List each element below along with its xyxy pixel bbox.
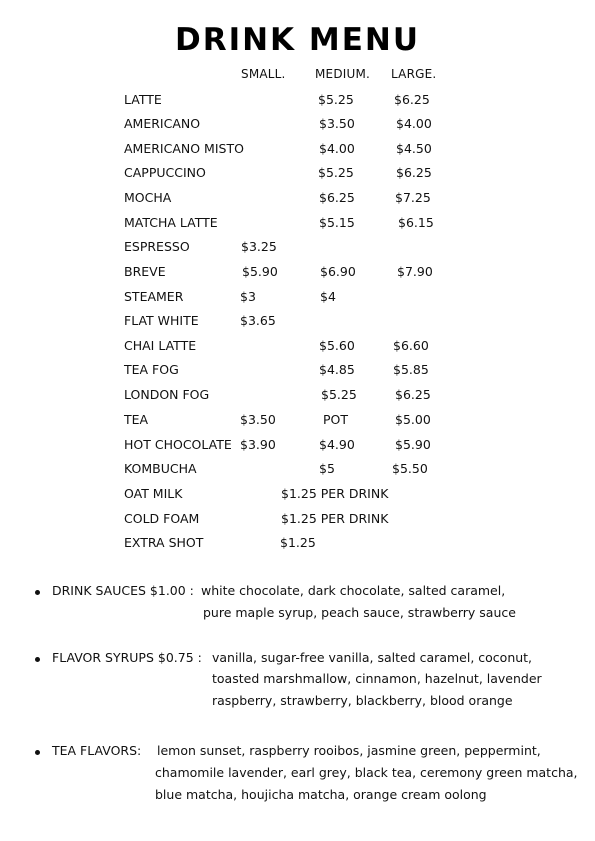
menu-row — [0, 141, 595, 161]
price-large: $4.50 — [396, 141, 432, 156]
price-medium: $5.25 — [318, 165, 354, 180]
price-small: $5.90 — [242, 264, 278, 279]
header-small: SMALL. — [241, 67, 286, 81]
price-medium: $5.25 — [321, 387, 357, 402]
price-large: $5.85 — [393, 362, 429, 377]
menu-row — [0, 190, 595, 210]
item-name: COLD FOAM — [124, 511, 200, 526]
price-medium: $5.60 — [319, 338, 355, 353]
menu-row — [0, 461, 595, 481]
price-large: $5.50 — [392, 461, 428, 476]
price-medium: $4.85 — [319, 362, 355, 377]
price-medium: POT — [323, 412, 349, 427]
price-small: $3.90 — [240, 437, 276, 452]
menu-row — [0, 387, 595, 407]
price-medium: $3.50 — [319, 116, 355, 131]
price-large: $6.25 — [395, 387, 431, 402]
tea-flavors-line: lemon sunset, raspberry rooibos, jasmine green, peppermint, — [157, 743, 541, 758]
menu-row — [0, 165, 595, 185]
item-name: EXTRA SHOT — [124, 535, 204, 550]
menu-row — [0, 437, 595, 457]
drink-sauces-line: white chocolate, dark chocolate, salted caramel, — [201, 583, 506, 598]
price-medium: $5 — [319, 461, 335, 476]
item-name: AMERICANO MISTO — [124, 141, 244, 156]
bullet-icon — [35, 590, 40, 595]
item-name: TEA — [124, 412, 149, 427]
menu-row — [0, 535, 595, 555]
menu-row — [0, 313, 595, 333]
menu-title: DRINK MENU — [174, 22, 421, 58]
item-name: ESPRESSO — [124, 239, 190, 254]
price-large: $5.90 — [395, 437, 431, 452]
flavor-syrups-line: toasted marshmallow, cinnamon, hazelnut, lavender — [212, 671, 542, 686]
price-large: $6.25 — [394, 92, 430, 107]
item-name: HOT CHOCOLATE — [124, 437, 232, 452]
item-name: STEAMER — [124, 289, 184, 304]
menu-row — [0, 239, 595, 259]
item-name: CAPPUCCINO — [124, 165, 206, 180]
menu-row — [0, 412, 595, 432]
flavor-syrups-line: vanilla, sugar-free vanilla, salted caramel, coconut, — [212, 650, 533, 665]
item-name: MOCHA — [124, 190, 172, 205]
item-name: KOMBUCHA — [124, 461, 197, 476]
header-large: LARGE. — [391, 67, 437, 81]
item-name: BREVE — [124, 264, 166, 279]
menu-row — [0, 289, 595, 309]
menu-row — [0, 511, 595, 531]
tea-flavors-line: chamomile lavender, earl grey, black tea, ceremony green matcha, — [155, 765, 578, 780]
price-large: $6.15 — [398, 215, 434, 230]
menu-row — [0, 362, 595, 382]
item-name: MATCHA LATTE — [124, 215, 218, 230]
menu-row — [0, 92, 595, 112]
item-name: FLAT WHITE — [124, 313, 199, 328]
bullet-icon — [35, 750, 40, 755]
drink-sauces-line: pure maple syrup, peach sauce, strawberry sauce — [203, 605, 516, 620]
price-medium: $4.00 — [319, 141, 355, 156]
price-small: $3.50 — [240, 412, 276, 427]
flavor-syrups-line: raspberry, strawberry, blackberry, blood orange — [212, 693, 513, 708]
price-small: $3 — [240, 289, 256, 304]
price-medium: $4 — [320, 289, 336, 304]
price-large: $4.00 — [396, 116, 432, 131]
menu-row — [0, 338, 595, 358]
price-small: $3.65 — [240, 313, 276, 328]
menu-row — [0, 264, 595, 284]
item-name: LATTE — [124, 92, 162, 107]
menu-row — [0, 116, 595, 136]
item-name: LONDON FOG — [124, 387, 210, 402]
price-addon: $1.25 PER DRINK — [281, 486, 389, 501]
bullet-icon — [35, 657, 40, 662]
price-large: $5.00 — [395, 412, 431, 427]
menu-row — [0, 215, 595, 235]
price-medium: $5.25 — [318, 92, 354, 107]
flavor-syrups-label: FLAVOR SYRUPS $0.75 : — [52, 650, 202, 665]
price-large: $7.90 — [397, 264, 433, 279]
price-large: $6.60 — [393, 338, 429, 353]
menu-row — [0, 486, 595, 506]
item-name: TEA FOG — [124, 362, 179, 377]
price-large: $6.25 — [396, 165, 432, 180]
item-name: CHAI LATTE — [124, 338, 197, 353]
item-name: OAT MILK — [124, 486, 183, 501]
price-addon: $1.25 — [280, 535, 316, 550]
tea-flavors-label: TEA FLAVORS: — [52, 743, 142, 758]
price-medium: $6.90 — [320, 264, 356, 279]
price-medium: $5.15 — [319, 215, 355, 230]
price-medium: $6.25 — [319, 190, 355, 205]
header-medium: MEDIUM. — [315, 67, 371, 81]
drink-sauces-label: DRINK SAUCES $1.00 : — [52, 583, 194, 598]
price-large: $7.25 — [395, 190, 431, 205]
price-small: $3.25 — [241, 239, 277, 254]
item-name: AMERICANO — [124, 116, 201, 131]
price-addon: $1.25 PER DRINK — [281, 511, 389, 526]
price-medium: $4.90 — [319, 437, 355, 452]
tea-flavors-line: blue matcha, houjicha matcha, orange cream oolong — [155, 787, 487, 802]
